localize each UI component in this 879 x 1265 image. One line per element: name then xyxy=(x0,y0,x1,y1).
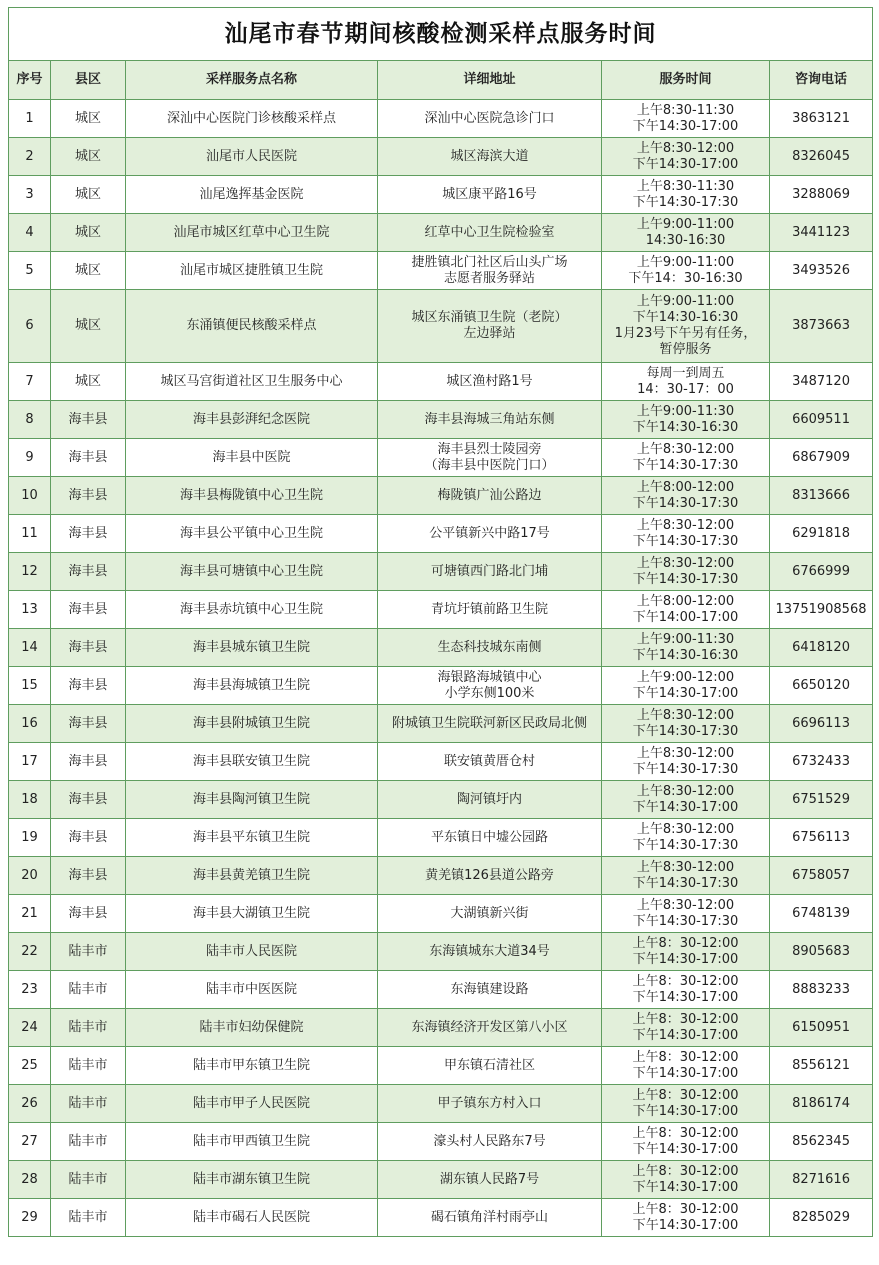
phone-cell: 8562345 xyxy=(770,1123,873,1161)
district-cell: 海丰县 xyxy=(51,743,126,781)
row-index-cell: 6 xyxy=(9,290,51,363)
site-name-cell: 汕尾市城区红草中心卫生院 xyxy=(126,214,378,252)
address-cell: 黄羌镇126县道公路旁 xyxy=(378,857,602,895)
address-cell: 梅陇镇广汕公路边 xyxy=(378,477,602,515)
table-row xyxy=(9,439,873,477)
table-title: 汕尾市春节期间核酸检测采样点服务时间 xyxy=(9,8,873,61)
address-cell: 濠头村人民路东7号 xyxy=(378,1123,602,1161)
table-row xyxy=(9,477,873,515)
service-hours-cell: 上午9:00-11:00 14:30-16:30 xyxy=(602,214,770,252)
address-cell: 大湖镇新兴街 xyxy=(378,895,602,933)
address-cell: 陶河镇圩内 xyxy=(378,781,602,819)
row-index-cell: 3 xyxy=(9,176,51,214)
row-index-cell: 18 xyxy=(9,781,51,819)
district-cell: 海丰县 xyxy=(51,401,126,439)
service-hours-cell: 上午9:00-11:00 下午14:30-16:30 1月23号下午另有任务， 暂停服务 xyxy=(602,290,770,363)
district-cell: 城区 xyxy=(51,138,126,176)
row-index-cell: 12 xyxy=(9,553,51,591)
district-cell: 城区 xyxy=(51,290,126,363)
district-cell: 海丰县 xyxy=(51,629,126,667)
site-name-cell: 陆丰市甲东镇卫生院 xyxy=(126,1047,378,1085)
table-row xyxy=(9,176,873,214)
address-cell: 海银路海城镇中心 小学东侧100米 xyxy=(378,667,602,705)
service-hours-cell: 上午8:00-12:00 下午14:30-17:30 xyxy=(602,477,770,515)
row-index-cell: 17 xyxy=(9,743,51,781)
row-index-cell: 28 xyxy=(9,1161,51,1199)
phone-cell: 6650120 xyxy=(770,667,873,705)
table-row xyxy=(9,933,873,971)
row-index-cell: 9 xyxy=(9,439,51,477)
site-name-cell: 海丰县陶河镇卫生院 xyxy=(126,781,378,819)
address-cell: 海丰县海城三角站东侧 xyxy=(378,401,602,439)
district-cell: 陆丰市 xyxy=(51,1123,126,1161)
site-name-cell: 海丰县城东镇卫生院 xyxy=(126,629,378,667)
district-cell: 城区 xyxy=(51,176,126,214)
service-hours-cell: 上午8：30-12:00 下午14:30-17:00 xyxy=(602,1123,770,1161)
row-index-cell: 24 xyxy=(9,1009,51,1047)
row-index-cell: 1 xyxy=(9,100,51,138)
address-cell: 可塘镇西门路北门埔 xyxy=(378,553,602,591)
phone-cell: 8313666 xyxy=(770,477,873,515)
site-name-cell: 陆丰市妇幼保健院 xyxy=(126,1009,378,1047)
row-index-cell: 16 xyxy=(9,705,51,743)
district-cell: 海丰县 xyxy=(51,819,126,857)
district-cell: 海丰县 xyxy=(51,553,126,591)
phone-cell: 6291818 xyxy=(770,515,873,553)
site-name-cell: 陆丰市甲西镇卫生院 xyxy=(126,1123,378,1161)
header-service-hours: 服务时间 xyxy=(602,61,770,100)
table-row xyxy=(9,591,873,629)
phone-cell: 8271616 xyxy=(770,1161,873,1199)
phone-cell: 6696113 xyxy=(770,705,873,743)
site-name-cell: 深汕中心医院门诊核酸采样点 xyxy=(126,100,378,138)
table-row xyxy=(9,1199,873,1237)
table-row xyxy=(9,857,873,895)
address-cell: 东海镇经济开发区第八小区 xyxy=(378,1009,602,1047)
row-index-cell: 26 xyxy=(9,1085,51,1123)
district-cell: 城区 xyxy=(51,363,126,401)
service-hours-cell: 上午8:30-12:00 下午14:30-17:30 xyxy=(602,515,770,553)
service-hours-cell: 上午8:30-12:00 下午14:30-17:30 xyxy=(602,819,770,857)
district-cell: 陆丰市 xyxy=(51,1047,126,1085)
service-hours-cell: 上午8：30-12:00 下午14:30-17:00 xyxy=(602,1047,770,1085)
table-row xyxy=(9,401,873,439)
phone-cell: 6150951 xyxy=(770,1009,873,1047)
service-hours-cell: 上午8：30-12:00 下午14:30-17:00 xyxy=(602,1161,770,1199)
row-index-cell: 20 xyxy=(9,857,51,895)
site-name-cell: 海丰县梅陇镇中心卫生院 xyxy=(126,477,378,515)
phone-cell: 6867909 xyxy=(770,439,873,477)
table-row xyxy=(9,1009,873,1047)
phone-cell: 6732433 xyxy=(770,743,873,781)
district-cell: 陆丰市 xyxy=(51,1199,126,1237)
header-site-name: 采样服务点名称 xyxy=(126,61,378,100)
phone-cell: 6756113 xyxy=(770,819,873,857)
phone-cell: 8285029 xyxy=(770,1199,873,1237)
site-name-cell: 汕尾逸挥基金医院 xyxy=(126,176,378,214)
site-name-cell: 海丰县联安镇卫生院 xyxy=(126,743,378,781)
service-hours-cell: 上午9:00-11:30 下午14:30-16:30 xyxy=(602,401,770,439)
district-cell: 城区 xyxy=(51,100,126,138)
service-hours-cell: 上午8:30-12:00 下午14:30-17:30 xyxy=(602,743,770,781)
site-name-cell: 海丰县大湖镇卫生院 xyxy=(126,895,378,933)
phone-cell: 8905683 xyxy=(770,933,873,971)
row-index-cell: 5 xyxy=(9,252,51,290)
address-cell: 城区康平路16号 xyxy=(378,176,602,214)
service-hours-cell: 上午8：30-12:00 下午14:30-17:00 xyxy=(602,971,770,1009)
district-cell: 海丰县 xyxy=(51,667,126,705)
address-cell: 东海镇建设路 xyxy=(378,971,602,1009)
phone-cell: 3873663 xyxy=(770,290,873,363)
service-hours-cell: 每周一到周五 14：30-17：00 xyxy=(602,363,770,401)
address-cell: 甲子镇东方村入口 xyxy=(378,1085,602,1123)
address-cell: 甲东镇石清社区 xyxy=(378,1047,602,1085)
phone-cell: 6766999 xyxy=(770,553,873,591)
district-cell: 城区 xyxy=(51,252,126,290)
sampling-sites-document xyxy=(8,7,872,1237)
sampling-sites-table xyxy=(8,7,873,1237)
address-cell: 城区东涌镇卫生院（老院） 左边驿站 xyxy=(378,290,602,363)
site-name-cell: 海丰县平东镇卫生院 xyxy=(126,819,378,857)
service-hours-cell: 上午8:30-12:00 下午14:30-17:30 xyxy=(602,705,770,743)
service-hours-cell: 上午8：30-12:00 下午14:30-17:00 xyxy=(602,933,770,971)
service-hours-cell: 上午8：30-12:00 下午14:30-17:00 xyxy=(602,1009,770,1047)
table-row xyxy=(9,1085,873,1123)
phone-cell: 6748139 xyxy=(770,895,873,933)
address-cell: 生态科技城东南侧 xyxy=(378,629,602,667)
phone-cell: 3863121 xyxy=(770,100,873,138)
service-hours-cell: 上午8:30-12:00 下午14:30-17:00 xyxy=(602,138,770,176)
row-index-cell: 25 xyxy=(9,1047,51,1085)
phone-cell: 3441123 xyxy=(770,214,873,252)
site-name-cell: 海丰县可塘镇中心卫生院 xyxy=(126,553,378,591)
table-row xyxy=(9,138,873,176)
district-cell: 海丰县 xyxy=(51,477,126,515)
table-row xyxy=(9,553,873,591)
address-cell: 深汕中心医院急诊门口 xyxy=(378,100,602,138)
district-cell: 海丰县 xyxy=(51,705,126,743)
header-index: 序号 xyxy=(9,61,51,100)
service-hours-cell: 上午8:30-12:00 下午14:30-17:30 xyxy=(602,439,770,477)
table-row xyxy=(9,705,873,743)
address-cell: 城区渔村路1号 xyxy=(378,363,602,401)
phone-cell: 6758057 xyxy=(770,857,873,895)
site-name-cell: 海丰县赤坑镇中心卫生院 xyxy=(126,591,378,629)
table-row xyxy=(9,214,873,252)
row-index-cell: 19 xyxy=(9,819,51,857)
phone-cell: 8326045 xyxy=(770,138,873,176)
site-name-cell: 东涌镇便民核酸采样点 xyxy=(126,290,378,363)
header-address: 详细地址 xyxy=(378,61,602,100)
service-hours-cell: 上午8:30-12:00 下午14:30-17:30 xyxy=(602,895,770,933)
site-name-cell: 海丰县彭湃纪念医院 xyxy=(126,401,378,439)
service-hours-cell: 上午8:30-12:00 下午14:30-17:30 xyxy=(602,857,770,895)
address-cell: 捷胜镇北门社区后山头广场 志愿者服务驿站 xyxy=(378,252,602,290)
address-cell: 海丰县烈士陵园旁 （海丰县中医院门口） xyxy=(378,439,602,477)
district-cell: 陆丰市 xyxy=(51,933,126,971)
row-index-cell: 23 xyxy=(9,971,51,1009)
table-row xyxy=(9,971,873,1009)
site-name-cell: 汕尾市城区捷胜镇卫生院 xyxy=(126,252,378,290)
phone-cell: 6418120 xyxy=(770,629,873,667)
district-cell: 陆丰市 xyxy=(51,1085,126,1123)
address-cell: 碣石镇角洋村雨亭山 xyxy=(378,1199,602,1237)
table-row xyxy=(9,290,873,363)
phone-cell: 3288069 xyxy=(770,176,873,214)
phone-cell: 3493526 xyxy=(770,252,873,290)
address-cell: 青坑圩镇前路卫生院 xyxy=(378,591,602,629)
service-hours-cell: 上午8:30-11:30 下午14:30-17:30 xyxy=(602,176,770,214)
site-name-cell: 海丰县海城镇卫生院 xyxy=(126,667,378,705)
service-hours-cell: 上午8:30-12:00 下午14:30-17:00 xyxy=(602,781,770,819)
address-cell: 城区海滨大道 xyxy=(378,138,602,176)
site-name-cell: 海丰县公平镇中心卫生院 xyxy=(126,515,378,553)
phone-cell: 3487120 xyxy=(770,363,873,401)
service-hours-cell: 上午8:30-12:00 下午14:30-17:30 xyxy=(602,553,770,591)
district-cell: 海丰县 xyxy=(51,515,126,553)
address-cell: 附城镇卫生院联河新区民政局北侧 xyxy=(378,705,602,743)
site-name-cell: 陆丰市中医医院 xyxy=(126,971,378,1009)
site-name-cell: 海丰县附城镇卫生院 xyxy=(126,705,378,743)
row-index-cell: 15 xyxy=(9,667,51,705)
row-index-cell: 27 xyxy=(9,1123,51,1161)
table-row xyxy=(9,515,873,553)
phone-cell: 8556121 xyxy=(770,1047,873,1085)
site-name-cell: 城区马宫街道社区卫生服务中心 xyxy=(126,363,378,401)
site-name-cell: 海丰县中医院 xyxy=(126,439,378,477)
table-row xyxy=(9,667,873,705)
site-name-cell: 陆丰市碣石人民医院 xyxy=(126,1199,378,1237)
table-row xyxy=(9,895,873,933)
service-hours-cell: 上午8：30-12:00 下午14:30-17:00 xyxy=(602,1199,770,1237)
table-body xyxy=(9,100,873,1237)
site-name-cell: 汕尾市人民医院 xyxy=(126,138,378,176)
service-hours-cell: 上午8:00-12:00 下午14:00-17:00 xyxy=(602,591,770,629)
district-cell: 陆丰市 xyxy=(51,971,126,1009)
table-row xyxy=(9,743,873,781)
service-hours-cell: 上午9:00-12:00 下午14:30-17:00 xyxy=(602,667,770,705)
table-row xyxy=(9,252,873,290)
phone-cell: 6609511 xyxy=(770,401,873,439)
district-cell: 陆丰市 xyxy=(51,1009,126,1047)
row-index-cell: 11 xyxy=(9,515,51,553)
address-cell: 联安镇黄厝仓村 xyxy=(378,743,602,781)
service-hours-cell: 上午8：30-12:00 下午14:30-17:00 xyxy=(602,1085,770,1123)
district-cell: 海丰县 xyxy=(51,439,126,477)
address-cell: 公平镇新兴中路17号 xyxy=(378,515,602,553)
address-cell: 平东镇日中墟公园路 xyxy=(378,819,602,857)
row-index-cell: 7 xyxy=(9,363,51,401)
row-index-cell: 8 xyxy=(9,401,51,439)
phone-cell: 13751908568 xyxy=(770,591,873,629)
service-hours-cell: 上午9:00-11:30 下午14:30-16:30 xyxy=(602,629,770,667)
row-index-cell: 29 xyxy=(9,1199,51,1237)
address-cell: 东海镇城东大道34号 xyxy=(378,933,602,971)
phone-cell: 8883233 xyxy=(770,971,873,1009)
table-row xyxy=(9,629,873,667)
district-cell: 城区 xyxy=(51,214,126,252)
district-cell: 海丰县 xyxy=(51,781,126,819)
service-hours-cell: 上午8:30-11:30 下午14:30-17:00 xyxy=(602,100,770,138)
row-index-cell: 4 xyxy=(9,214,51,252)
phone-cell: 8186174 xyxy=(770,1085,873,1123)
header-row xyxy=(9,61,873,100)
table-row xyxy=(9,1123,873,1161)
table-row xyxy=(9,781,873,819)
site-name-cell: 海丰县黄羌镇卫生院 xyxy=(126,857,378,895)
row-index-cell: 21 xyxy=(9,895,51,933)
table-row xyxy=(9,1047,873,1085)
address-cell: 红草中心卫生院检验室 xyxy=(378,214,602,252)
site-name-cell: 陆丰市甲子人民医院 xyxy=(126,1085,378,1123)
site-name-cell: 陆丰市人民医院 xyxy=(126,933,378,971)
service-hours-cell: 上午9:00-11:00 下午14：30-16:30 xyxy=(602,252,770,290)
table-row xyxy=(9,363,873,401)
site-name-cell: 陆丰市湖东镇卫生院 xyxy=(126,1161,378,1199)
district-cell: 陆丰市 xyxy=(51,1161,126,1199)
row-index-cell: 14 xyxy=(9,629,51,667)
phone-cell: 6751529 xyxy=(770,781,873,819)
header-district: 县区 xyxy=(51,61,126,100)
row-index-cell: 10 xyxy=(9,477,51,515)
district-cell: 海丰县 xyxy=(51,895,126,933)
table-row xyxy=(9,100,873,138)
district-cell: 海丰县 xyxy=(51,591,126,629)
row-index-cell: 13 xyxy=(9,591,51,629)
table-row xyxy=(9,819,873,857)
header-phone: 咨询电话 xyxy=(770,61,873,100)
row-index-cell: 2 xyxy=(9,138,51,176)
row-index-cell: 22 xyxy=(9,933,51,971)
table-row xyxy=(9,1161,873,1199)
address-cell: 湖东镇人民路7号 xyxy=(378,1161,602,1199)
district-cell: 海丰县 xyxy=(51,857,126,895)
